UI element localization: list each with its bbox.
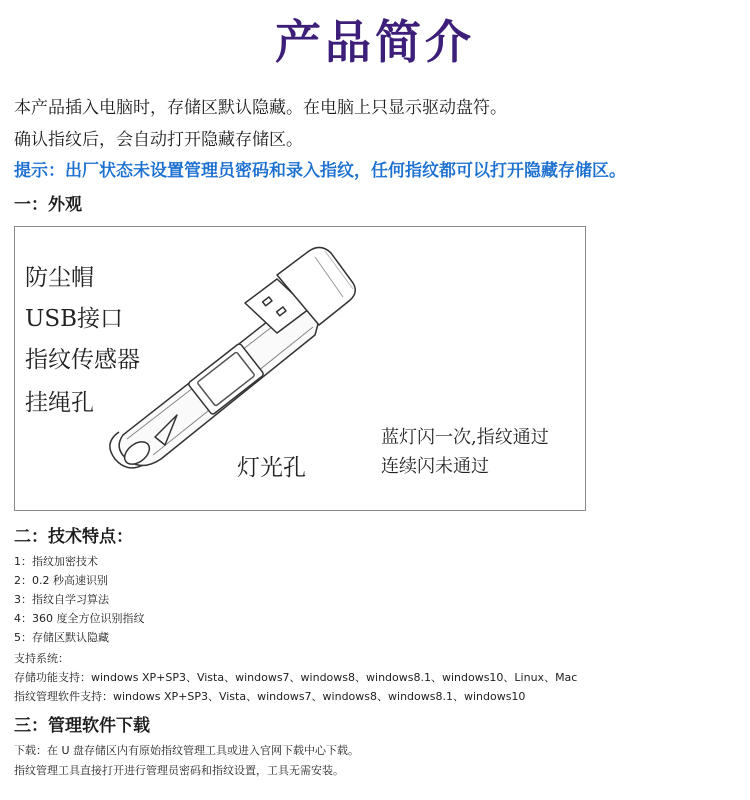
label-usb-port: USB接口 [25, 306, 124, 332]
label-fingerprint-sensor: 指纹传感器 [25, 347, 140, 373]
feature-item: 5：存储区默认隐藏 [14, 631, 109, 644]
product-appearance-figure [14, 226, 586, 511]
download-line-1: 下载：在 U 盘存储区内有原始指纹管理工具或进入官网下载中心下载。 [14, 744, 360, 757]
light-note-fail: 连续闪未通过 [381, 456, 489, 477]
page-title: 产品简介 [275, 15, 475, 69]
intro-line-2: 确认指纹后，会自动打开隐藏存储区。 [14, 130, 303, 150]
label-lanyard-hole: 挂绳孔 [25, 390, 94, 416]
light-note-pass: 蓝灯闪一次,指纹通过 [381, 427, 549, 448]
storage-support: 存储功能支持：windows XP+SP3、Vista、windows7、windows8、windows8.1、windows10、Linux、Mac [14, 671, 578, 684]
section-appearance-heading: 一：外观 [14, 195, 82, 215]
feature-item: 1：指纹加密技术 [14, 555, 98, 568]
feature-item: 4：360 度全方位识别指纹 [14, 612, 145, 625]
section-features-heading: 二：技术特点： [14, 527, 133, 547]
feature-item: 3：指纹自学习算法 [14, 593, 109, 606]
section-download-heading: 三：管理软件下载 [14, 716, 150, 736]
feature-item: 2：0.2 秒高速识别 [14, 574, 108, 587]
intro-line-1: 本产品插入电脑时，存储区默认隐藏。在电脑上只显示驱动盘符。 [14, 98, 507, 118]
label-dust-cap: 防尘帽 [25, 265, 94, 291]
support-title: 支持系统： [14, 652, 69, 665]
download-line-2: 指纹管理工具直接打开进行管理员密码和指纹设置，工具无需安装。 [14, 764, 344, 777]
software-support: 指纹管理软件支持：windows XP+SP3、Vista、windows7、windows8、windows8.1、windows10 [14, 690, 526, 703]
intro-tip: 提示：出厂状态未设置管理员密码和录入指纹，任何指纹都可以打开隐藏存储区。 [14, 161, 626, 181]
label-light-hole: 灯光孔 [237, 455, 306, 481]
